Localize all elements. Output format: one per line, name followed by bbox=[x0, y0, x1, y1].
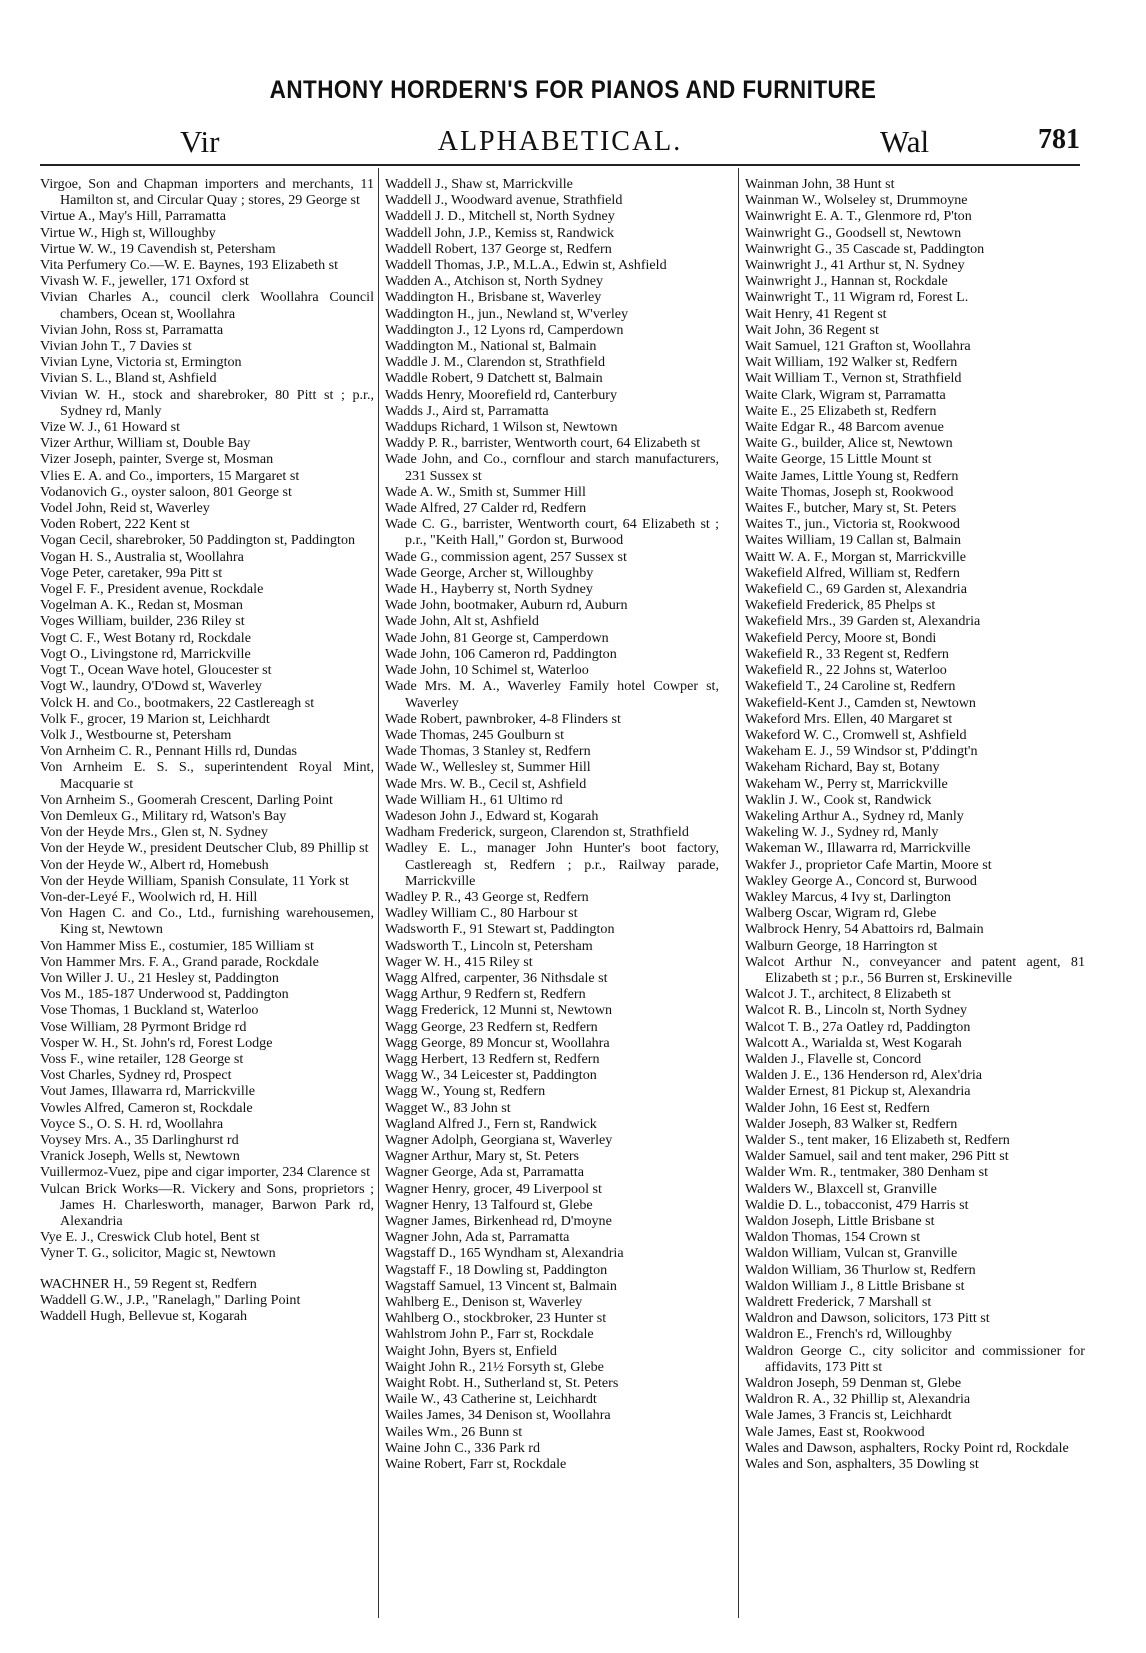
directory-entry: Wainwright G., 35 Cascade st, Paddington bbox=[745, 240, 985, 257]
directory-entry: Vout James, Illawarra rd, Marrickville bbox=[40, 1083, 255, 1100]
directory-entry: Von Willer J. U., 21 Hesley st, Paddington bbox=[40, 969, 279, 986]
directory-entry: Vosper W. H., St. John's rd, Forest Lodge bbox=[40, 1034, 273, 1051]
directory-entry: Waddell Thomas, J.P., M.L.A., Edwin st, Ashfield bbox=[385, 257, 667, 274]
directory-entry: Vivian John T., 7 Davies st bbox=[40, 338, 192, 355]
directory-entry: Walder Joseph, 83 Walker st, Redfern bbox=[745, 1115, 958, 1132]
directory-entry: Wagner John, Ada st, Parramatta bbox=[385, 1229, 570, 1246]
directory-entry: Waite George, 15 Little Mount st bbox=[745, 451, 932, 468]
directory-entry: Wales and Son, asphalters, 35 Dowling st bbox=[745, 1456, 979, 1473]
directory-entry: Wade John, bootmaker, Auburn rd, Auburn bbox=[385, 597, 628, 614]
directory-entry: Vose William, 28 Pyrmont Bridge rd bbox=[40, 1018, 247, 1035]
directory-entry: Wainwright E. A. T., Glenmore rd, P'ton bbox=[745, 208, 972, 225]
directory-entry: Virtue W., High st, Willoughby bbox=[40, 224, 216, 241]
directory-entry: Wadley P. R., 43 George st, Redfern bbox=[385, 888, 589, 905]
directory-entry: Wade Mrs. M. A., Waverley Family hotel Cowper st, Waverley bbox=[385, 678, 719, 711]
directory-entry: Wakeham W., Perry st, Marrickville bbox=[745, 775, 948, 792]
page-number: 781 bbox=[1038, 124, 1080, 155]
directory-entry: Waddington H., Brisbane st, Waverley bbox=[385, 289, 602, 306]
directory-entry: Voss F., wine retailer, 128 George st bbox=[40, 1050, 244, 1067]
directory-entry: Wagg Herbert, 13 Redfern st, Redfern bbox=[385, 1050, 600, 1067]
directory-entry: Wakeham Richard, Bay st, Botany bbox=[745, 759, 940, 776]
directory-entry: Wade John, 81 George st, Camperdown bbox=[385, 629, 609, 646]
directory-entry: Wade H., Hayberry st, North Sydney bbox=[385, 581, 593, 598]
directory-entry: Walden J. E., 136 Henderson rd, Alex'dria bbox=[745, 1067, 983, 1084]
directory-entry: Waites F., butcher, Mary st, St. Peters bbox=[745, 500, 957, 517]
directory-entry: Wakley George A., Concord st, Burwood bbox=[745, 872, 977, 889]
directory-entry: Wadley E. L., manager John Hunter's boot factory, Castlereagh st, Redfern ; p.r., Railway parade, Marrickville bbox=[385, 840, 719, 889]
directory-entry: Wait Samuel, 121 Grafton st, Woollahra bbox=[745, 338, 971, 355]
directory-entry: Wade Thomas, 3 Stanley st, Redfern bbox=[385, 743, 591, 760]
directory-entry: Wales and Dawson, asphalters, Rocky Point rd, Rockdale bbox=[745, 1439, 1069, 1456]
directory-entry: Vogan H. S., Australia st, Woollahra bbox=[40, 548, 244, 565]
directory-entry: Voysey Mrs. A., 35 Darlinghurst rd bbox=[40, 1131, 239, 1148]
directory-entry: Wadsworth F., 91 Stewart st, Paddington bbox=[385, 921, 615, 938]
directory-entry: Walcot R. B., Lincoln st, North Sydney bbox=[745, 1002, 967, 1019]
directory-entry: Wainwright J., Hannan st, Rockdale bbox=[745, 273, 948, 290]
directory-entry: Wade Alfred, 27 Calder rd, Redfern bbox=[385, 500, 587, 517]
directory-entry: Virgoe, Son and Chapman importers and merchants, 11 Hamilton st, and Circular Quay ; stores, 29 George st bbox=[40, 176, 374, 209]
directory-entry: Waldron George C., city solicitor and commissioner for affidavits, 173 Pitt st bbox=[745, 1342, 1085, 1375]
directory-entry: Von der Heyde W., president Deutscher Club, 89 Phillip st bbox=[40, 840, 369, 857]
directory-entry: Waddell J., Woodward avenue, Strathfield bbox=[385, 192, 623, 209]
directory-entry: Waine Robert, Farr st, Rockdale bbox=[385, 1456, 567, 1473]
directory-entry: Wakefield-Kent J., Camden st, Newtown bbox=[745, 694, 976, 711]
directory-entry: Wakley Marcus, 4 Ivy st, Darlington bbox=[745, 888, 951, 905]
directory-entry: Waite E., 25 Elizabeth st, Redfern bbox=[745, 402, 937, 419]
directory-entry: Wagg Alfred, carpenter, 36 Nithsdale st bbox=[385, 969, 608, 986]
directory-entry: Vodel John, Reid st, Waverley bbox=[40, 500, 210, 517]
directory-entry: Waite James, Little Young st, Redfern bbox=[745, 467, 959, 484]
directory-entry: Wait William, 192 Walker st, Redfern bbox=[745, 354, 958, 371]
directory-entry: Waklin J. W., Cook st, Randwick bbox=[745, 791, 932, 808]
directory-entry: Vodanovich G., oyster saloon, 801 George st bbox=[40, 483, 292, 500]
directory-entry: Von Hammer Mrs. F. A., Grand parade, Rockdale bbox=[40, 953, 319, 970]
directory-entry: WACHNER H., 59 Regent st, Redfern bbox=[40, 1275, 257, 1292]
directory-column-3 bbox=[745, 176, 1085, 1472]
directory-entry: Wailes James, 34 Denison st, Woollahra bbox=[385, 1407, 611, 1424]
directory-entry: Virtue A., May's Hill, Parramatta bbox=[40, 208, 227, 225]
directory-entry: Waddell J., Shaw st, Marrickville bbox=[385, 176, 573, 192]
directory-entry: Wade Thomas, 245 Goulburn st bbox=[385, 726, 565, 743]
directory-entry: Wadds J., Aird st, Parramatta bbox=[385, 402, 549, 419]
directory-entry: Wakeman W., Illawarra rd, Marrickville bbox=[745, 840, 971, 857]
directory-entry: Walder S., tent maker, 16 Elizabeth st, Redfern bbox=[745, 1131, 1010, 1148]
directory-entry: Wade Robert, pawnbroker, 4-8 Flinders st bbox=[385, 710, 621, 727]
directory-entry: Waddell Robert, 137 George st, Redfern bbox=[385, 240, 612, 257]
directory-entry: Wager W. H., 415 Riley st bbox=[385, 953, 533, 970]
directory-entry: Waldon Thomas, 154 Crown st bbox=[745, 1229, 921, 1246]
directory-entry: Waddle Robert, 9 Datchett st, Balmain bbox=[385, 370, 603, 387]
directory-entry: Vost Charles, Sydney rd, Prospect bbox=[40, 1067, 232, 1084]
directory-entry: Waite G., builder, Alice st, Newtown bbox=[745, 435, 953, 452]
directory-entry: Waites William, 19 Callan st, Balmain bbox=[745, 532, 962, 549]
directory-entry: Vranick Joseph, Wells st, Newtown bbox=[40, 1148, 240, 1165]
directory-entry: Walden J., Flavelle st, Concord bbox=[745, 1050, 922, 1067]
directory-column-1 bbox=[40, 176, 374, 1324]
directory-entry: Vogel F. F., President avenue, Rockdale bbox=[40, 581, 264, 598]
directory-entry: Waight John, Byers st, Enfield bbox=[385, 1342, 557, 1359]
directory-entry: Wagg W., Young st, Redfern bbox=[385, 1083, 546, 1100]
directory-entry: Wagner Arthur, Mary st, St. Peters bbox=[385, 1148, 580, 1165]
directory-entry: Wainman W., Wolseley st, Drummoyne bbox=[745, 192, 968, 209]
directory-entry: Wainwright G., Goodsell st, Newtown bbox=[745, 224, 962, 241]
directory-entry: Vivian S. L., Bland st, Ashfield bbox=[40, 370, 217, 387]
directory-entry: Walberg Oscar, Wigram rd, Glebe bbox=[745, 905, 937, 922]
directory-entry: Walder John, 16 Eest st, Redfern bbox=[745, 1099, 930, 1116]
directory-entry: Vose Thomas, 1 Buckland st, Waterloo bbox=[40, 1002, 259, 1019]
directory-entry: Wale James, 3 Francis st, Leichhardt bbox=[745, 1407, 952, 1424]
directory-entry: Vogan Cecil, sharebroker, 50 Paddington st, Paddington bbox=[40, 532, 356, 549]
directory-entry: Waites T., jun., Victoria st, Rookwood bbox=[745, 516, 960, 533]
directory-entry: Waddle J. M., Clarendon st, Strathfield bbox=[385, 354, 606, 371]
directory-entry: Wainwright J., 41 Arthur st, N. Sydney bbox=[745, 257, 965, 274]
directory-entry: Waine John C., 336 Park rd bbox=[385, 1439, 541, 1456]
directory-entry: Von der Heyde William, Spanish Consulate, 11 York st bbox=[40, 872, 349, 889]
directory-entry: Wagner Henry, 13 Talfourd st, Glebe bbox=[385, 1196, 593, 1213]
directory-entry: Waddups Richard, 1 Wilson st, Newtown bbox=[385, 419, 618, 436]
directory-entry: Wadds Henry, Moorefield rd, Canterbury bbox=[385, 386, 617, 403]
directory-entry: Walcot Arthur N., conveyancer and patent agent, 81 Elizabeth st ; p.r., 56 Burren st, Erskineville bbox=[745, 953, 1085, 986]
directory-entry: Vivian Charles A., council clerk Woollahra Council chambers, Ocean st, Woollahra bbox=[40, 289, 374, 322]
directory-entry: Wakefield R., 33 Regent st, Redfern bbox=[745, 645, 949, 662]
directory-entry: Wagner Adolph, Georgiana st, Waverley bbox=[385, 1131, 613, 1148]
directory-entry: Voden Robert, 222 Kent st bbox=[40, 516, 190, 533]
directory-entry: Waite Edgar R., 48 Barcom avenue bbox=[745, 419, 944, 436]
directory-entry: Wakfer J., proprietor Cafe Martin, Moore st bbox=[745, 856, 992, 873]
directory-entry: Wade John, Alt st, Ashfield bbox=[385, 613, 539, 630]
directory-entry: Wade A. W., Smith st, Summer Hill bbox=[385, 483, 586, 500]
directory-entry: Wakefield R., 22 Johns st, Waterloo bbox=[745, 662, 947, 679]
directory-entry: Voges William, builder, 236 Riley st bbox=[40, 613, 245, 630]
directory-entry: Wagg George, 23 Redfern st, Redfern bbox=[385, 1018, 598, 1035]
directory-entry: Waddell Hugh, Bellevue st, Kogarah bbox=[40, 1308, 248, 1325]
column-divider bbox=[738, 168, 739, 1618]
directory-entry: Wagner James, Birkenhead rd, D'moyne bbox=[385, 1213, 612, 1229]
header-rule bbox=[40, 164, 1080, 166]
directory-entry: Vivian John, Ross st, Parramatta bbox=[40, 321, 224, 338]
directory-entry: Wadden A., Atchison st, North Sydney bbox=[385, 273, 604, 290]
directory-entry: Wale James, East st, Rookwood bbox=[745, 1423, 925, 1440]
directory-entry: Waile W., 43 Catherine st, Leichhardt bbox=[385, 1391, 597, 1408]
directory-entry: Wakefield Alfred, William st, Redfern bbox=[745, 564, 960, 581]
directory-entry: Volk F., grocer, 19 Marion st, Leichhardt bbox=[40, 710, 270, 727]
directory-entry: Von Hammer Miss E., costumier, 185 William st bbox=[40, 937, 314, 954]
directory-entry: Wade John, and Co., cornflour and starch manufacturers, 231 Sussex st bbox=[385, 451, 719, 484]
directory-entry: Waddell John, J.P., Kemiss st, Randwick bbox=[385, 224, 615, 241]
directory-entry: Waldon William, Vulcan st, Granville bbox=[745, 1245, 958, 1262]
directory-entry: Waldron E., French's rd, Willoughby bbox=[745, 1326, 952, 1343]
directory-entry: Wade William H., 61 Ultimo rd bbox=[385, 791, 563, 808]
directory-entry: Walcot J. T., architect, 8 Elizabeth st bbox=[745, 986, 951, 1003]
directory-entry: Waite Thomas, Joseph st, Rookwood bbox=[745, 483, 954, 500]
directory-entry: Vlies E. A. and Co., importers, 15 Margaret st bbox=[40, 467, 300, 484]
directory-entry: Wadley William C., 80 Harbour st bbox=[385, 905, 578, 922]
directory-entry: Wagg George, 89 Moncur st, Woollahra bbox=[385, 1034, 610, 1051]
directory-entry: Von Arnheim E. S. S., superintendent Royal Mint, Macquarie st bbox=[40, 759, 374, 792]
directory-entry: Wait Henry, 41 Regent st bbox=[745, 305, 887, 322]
directory-entry: Wakefield Percy, Moore st, Bondi bbox=[745, 629, 937, 646]
directory-entry: Vivian Lyne, Victoria st, Ermington bbox=[40, 354, 242, 371]
running-header bbox=[40, 122, 1080, 164]
directory-entry: Walder Samuel, sail and tent maker, 296 Pitt st bbox=[745, 1148, 1009, 1165]
directory-entry: Wagstaff Samuel, 13 Vincent st, Balmain bbox=[385, 1277, 617, 1294]
column-divider bbox=[378, 168, 379, 1618]
directory-entry: Wakeling W. J., Sydney rd, Manly bbox=[745, 824, 939, 841]
directory-entry: Vogt T., Ocean Wave hotel, Gloucester st bbox=[40, 662, 272, 679]
directory-entry: Wailes Wm., 26 Bunn st bbox=[385, 1423, 523, 1440]
directory-entry: Wade W., Wellesley st, Summer Hill bbox=[385, 759, 591, 776]
directory-entry: Wagget W., 83 John st bbox=[385, 1099, 511, 1116]
directory-entry: Wagstaff F., 18 Dowling st, Paddington bbox=[385, 1261, 608, 1278]
directory-entry: Wagg Frederick, 12 Munni st, Newtown bbox=[385, 1002, 613, 1019]
directory-entry: Waldon William J., 8 Little Brisbane st bbox=[745, 1277, 965, 1294]
directory-entry: Walders W., Blaxcell st, Granville bbox=[745, 1180, 937, 1197]
directory-entry: Wakefield C., 69 Garden st, Alexandria bbox=[745, 581, 967, 598]
directory-entry: Waddell J. D., Mitchell st, North Sydney bbox=[385, 208, 615, 225]
directory-entry: Waddy P. R., barrister, Wentworth court, 64 Elizabeth st bbox=[385, 435, 701, 452]
advertising-banner: ANTHONY HORDERN'S FOR PIANOS AND FURNITURE bbox=[269, 76, 877, 104]
directory-entry: Vizer Joseph, painter, Sverge st, Mosman bbox=[40, 451, 274, 468]
directory-entry: Wakeling Arthur A., Sydney rd, Manly bbox=[745, 807, 964, 824]
directory-entry: Waddington H., jun., Newland st, W'verley bbox=[385, 305, 629, 322]
directory-entry: Wade John, 10 Schimel st, Waterloo bbox=[385, 662, 589, 679]
first-entry-catchword: Vir bbox=[180, 124, 220, 159]
directory-entry: Voyce S., O. S. H. rd, Woollahra bbox=[40, 1115, 224, 1132]
directory-entry: Waldrett Frederick, 7 Marshall st bbox=[745, 1294, 932, 1311]
directory-entry: Waldron R. A., 32 Phillip st, Alexandria bbox=[745, 1391, 971, 1408]
directory-entry: Volk J., Westbourne st, Petersham bbox=[40, 726, 232, 743]
directory-entry: Wagg W., 34 Leicester st, Paddington bbox=[385, 1067, 597, 1084]
directory-entry: Von Demleux G., Military rd, Watson's Bay bbox=[40, 807, 287, 824]
last-entry-catchword: Wal bbox=[880, 124, 930, 159]
directory-entry: Vivian W. H., stock and sharebroker, 80 Pitt st ; p.r., Sydney rd, Manly bbox=[40, 386, 374, 419]
directory-entry: Walburn George, 18 Harrington st bbox=[745, 937, 938, 954]
directory-entry: Waddell G.W., J.P., "Ranelagh," Darling Point bbox=[40, 1291, 301, 1308]
directory-entry: Wadham Frederick, surgeon, Clarendon st, Strathfield bbox=[385, 824, 689, 841]
directory-entry: Wagg Arthur, 9 Redfern st, Redfern bbox=[385, 986, 586, 1003]
directory-entry: Wakeford Mrs. Ellen, 40 Margaret st bbox=[745, 710, 953, 727]
directory-entry: Walcott A., Warialda st, West Kogarah bbox=[745, 1034, 962, 1051]
directory-entry: Waldon William, 36 Thurlow st, Redfern bbox=[745, 1261, 976, 1278]
directory-entry: Waight John R., 21½ Forsyth st, Glebe bbox=[385, 1358, 604, 1375]
directory-entry: Waldie D. L., tobacconist, 479 Harris st bbox=[745, 1196, 969, 1213]
directory-entry: Wakefield T., 24 Caroline st, Redfern bbox=[745, 678, 956, 695]
directory-entry: Vogt O., Livingstone rd, Marrickville bbox=[40, 645, 251, 662]
section-title: ALPHABETICAL. bbox=[437, 126, 683, 157]
directory-entry: Wakeford W. C., Cromwell st, Ashfield bbox=[745, 726, 967, 743]
directory-entry: Waddington J., 12 Lyons rd, Camperdown bbox=[385, 321, 624, 338]
directory-entry: Wade George, Archer st, Willoughby bbox=[385, 564, 594, 581]
directory-entry: Vizer Arthur, William st, Double Bay bbox=[40, 435, 251, 452]
directory-entry: Volck H. and Co., bootmakers, 22 Castlereagh st bbox=[40, 694, 315, 711]
directory-entry: Wakeham E. J., 59 Windsor st, P'ddingt'n bbox=[745, 743, 978, 760]
directory-entry: Wahlberg O., stockbroker, 23 Hunter st bbox=[385, 1310, 607, 1327]
directory-entry: Vulcan Brick Works—R. Vickery and Sons, proprietors ; James H. Charlesworth, manager, Barwon Park rd, Alexandria bbox=[40, 1180, 374, 1229]
directory-entry: Wagner Henry, grocer, 49 Liverpool st bbox=[385, 1180, 602, 1197]
directory-entry: Wakefield Mrs., 39 Garden st, Alexandria bbox=[745, 613, 981, 630]
directory-entry: Vuillermoz-Vuez, pipe and cigar importer, 234 Clarence st bbox=[40, 1164, 370, 1181]
directory-entry: Voge Peter, caretaker, 99a Pitt st bbox=[40, 564, 223, 581]
directory-entry: Von Hagen C. and Co., Ltd., furnishing warehousemen, King st, Newtown bbox=[40, 905, 374, 938]
directory-entry: Wahlstrom John P., Farr st, Rockdale bbox=[385, 1326, 594, 1343]
directory-entry: Virtue W. W., 19 Cavendish st, Petersham bbox=[40, 240, 276, 257]
directory-entry: Von Arnheim C. R., Pennant Hills rd, Dundas bbox=[40, 743, 297, 760]
directory-entry: Vize W. J., 61 Howard st bbox=[40, 419, 181, 436]
directory-entry: Wade Mrs. W. B., Cecil st, Ashfield bbox=[385, 775, 587, 792]
directory-entry: Walder Ernest, 81 Pickup st, Alexandria bbox=[745, 1083, 971, 1100]
directory-entry: Walbrock Henry, 54 Abattoirs rd, Balmain bbox=[745, 921, 984, 938]
directory-entry: Von der Heyde Mrs., Glen st, N. Sydney bbox=[40, 824, 268, 841]
directory-entry: Vivash W. F., jeweller, 171 Oxford st bbox=[40, 273, 249, 290]
directory-entry: Walcot T. B., 27a Oatley rd, Paddington bbox=[745, 1018, 971, 1035]
directory-entry: Vogelman A. K., Redan st, Mosman bbox=[40, 597, 243, 614]
directory-entry: Walder Wm. R., tentmaker, 380 Denham st bbox=[745, 1164, 989, 1181]
directory-entry: Waldon Joseph, Little Brisbane st bbox=[745, 1213, 935, 1229]
directory-entry: Vowles Alfred, Cameron st, Rockdale bbox=[40, 1099, 253, 1116]
directory-entry: Wadsworth T., Lincoln st, Petersham bbox=[385, 937, 593, 954]
directory-entry: Wagland Alfred J., Fern st, Randwick bbox=[385, 1115, 597, 1132]
directory-entry: Waldron and Dawson, solicitors, 173 Pitt st bbox=[745, 1310, 990, 1327]
directory-entry: Wainman John, 38 Hunt st bbox=[745, 176, 895, 192]
directory-entry: Wait John, 36 Regent st bbox=[745, 321, 879, 338]
directory-entry: Wadeson John J., Edward st, Kogarah bbox=[385, 807, 599, 824]
directory-entry: Wakefield Frederick, 85 Phelps st bbox=[745, 597, 936, 614]
directory-entry: Waitt W. A. F., Morgan st, Marrickville bbox=[745, 548, 967, 565]
directory-entry: Waddington M., National st, Balmain bbox=[385, 338, 597, 355]
directory-entry: Von-der-Leyé F., Woolwich rd, H. Hill bbox=[40, 888, 258, 905]
directory-entry: Wagstaff D., 165 Wyndham st, Alexandria bbox=[385, 1245, 624, 1262]
directory-entry: Waite Clark, Wigram st, Parramatta bbox=[745, 386, 946, 403]
directory-entry: Wade G., commission agent, 257 Sussex st bbox=[385, 548, 627, 565]
directory-entry: Wait William T., Vernon st, Strathfield bbox=[745, 370, 962, 387]
directory-entry: Von der Heyde W., Albert rd, Homebush bbox=[40, 856, 269, 873]
directory-entry: Wagner George, Ada st, Parramatta bbox=[385, 1164, 584, 1181]
directory-entry: Vita Perfumery Co.—W. E. Baynes, 193 Elizabeth st bbox=[40, 257, 339, 274]
directory-entry: Wainwright T., 11 Wigram rd, Forest L. bbox=[745, 289, 969, 306]
directory-entry: Waldron Joseph, 59 Denman st, Glebe bbox=[745, 1375, 962, 1392]
directory-entry: Vye E. J., Creswick Club hotel, Bent st bbox=[40, 1229, 260, 1246]
directory-entry: Vogt W., laundry, O'Dowd st, Waverley bbox=[40, 678, 262, 695]
directory-entry: Wade John, 106 Cameron rd, Paddington bbox=[385, 645, 617, 662]
directory-entry: Vos M., 185-187 Underwood st, Paddington bbox=[40, 986, 289, 1003]
directory-entry: Vogt C. F., West Botany rd, Rockdale bbox=[40, 629, 251, 646]
directory-entry: Von Arnheim S., Goomerah Crescent, Darling Point bbox=[40, 791, 333, 808]
directory-entry: Wahlberg E., Denison st, Waverley bbox=[385, 1294, 583, 1311]
directory-column-2 bbox=[385, 176, 719, 1472]
directory-entry: Wade C. G., barrister, Wentworth court, 64 Elizabeth st ; p.r., "Keith Hall," Gordon st, Burwood bbox=[385, 516, 719, 549]
directory-entry: Waight Robt. H., Sutherland st, St. Peters bbox=[385, 1375, 619, 1392]
directory-entry: Vyner T. G., solicitor, Magic st, Newtown bbox=[40, 1245, 276, 1262]
directory-entry bbox=[40, 1262, 374, 1276]
